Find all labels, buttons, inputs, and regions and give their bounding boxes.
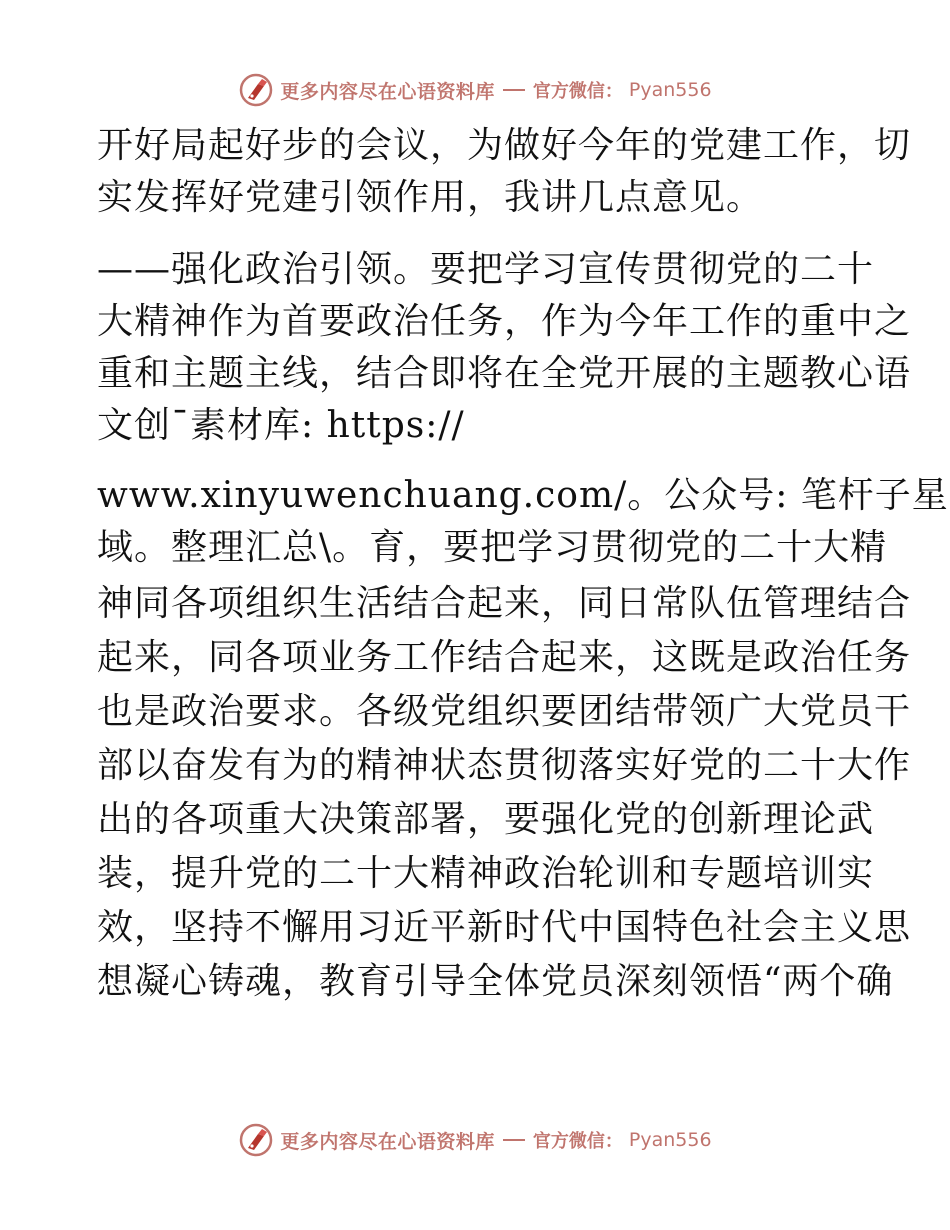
body-line: 想凝心铸魂，教育引导全体党员深刻领悟“两个确 [97, 961, 894, 1002]
body-line: 装，提升党的二十大精神政治轮训和专题培训实 [97, 853, 875, 894]
footer-wechat-label: 官方微信： [532, 1131, 623, 1152]
footer-separator [503, 1139, 525, 1141]
body-line: 重和主题主线，结合即将在全党开展的主题教心语 [97, 353, 912, 394]
header-banner [0, 70, 950, 110]
body-line: 部以奋发有为的精神状态贯彻落实好党的二十大作 [97, 745, 912, 786]
body-line: www.xinyuwenchuang.com/。公众号: 笔杆子星 [97, 475, 949, 516]
pen-nib-circle-icon [238, 72, 274, 108]
header-separator [503, 89, 525, 91]
body-line: 文创¯素材库: https:// [97, 405, 465, 446]
body-line: 出的各项重大决策部署，要强化党的创新理论武 [97, 799, 875, 840]
body-line: 起来，同各项业务工作结合起来，这既是政治任务 [97, 637, 912, 678]
body-line: 大精神作为首要政治任务，作为今年工作的重中之 [97, 301, 912, 342]
body-line: 实发挥好党建引领作用，我讲几点意见。 [97, 177, 764, 218]
body-line: 神同各项组织生活结合起来，同日常队伍管理结合 [97, 583, 912, 624]
header-text: 更多内容尽在心语资料库 [280, 80, 495, 103]
body-line: 域。整理汇总\。育，要把学习贯彻党的二十大精 [97, 527, 888, 568]
pen-nib-circle-icon [238, 1122, 274, 1158]
footer-wechat-id: Pyan556 [628, 1129, 712, 1151]
body-line: ——强化政治引领。要把学习宣传贯彻党的二十 [97, 249, 875, 290]
body-line: 效，坚持不懈用习近平新时代中国特色社会主义思 [97, 907, 912, 948]
footer-text: 更多内容尽在心语资料库 [280, 1130, 495, 1153]
header-wechat-label: 官方微信： [532, 81, 623, 102]
header-wechat-id: Pyan556 [628, 79, 712, 101]
body-line: 开好局起好步的会议，为做好今年的党建工作，切 [97, 125, 912, 166]
body-line: 也是政治要求。各级党组织要团结带领广大党员干 [97, 691, 912, 732]
footer-banner [0, 1120, 950, 1160]
